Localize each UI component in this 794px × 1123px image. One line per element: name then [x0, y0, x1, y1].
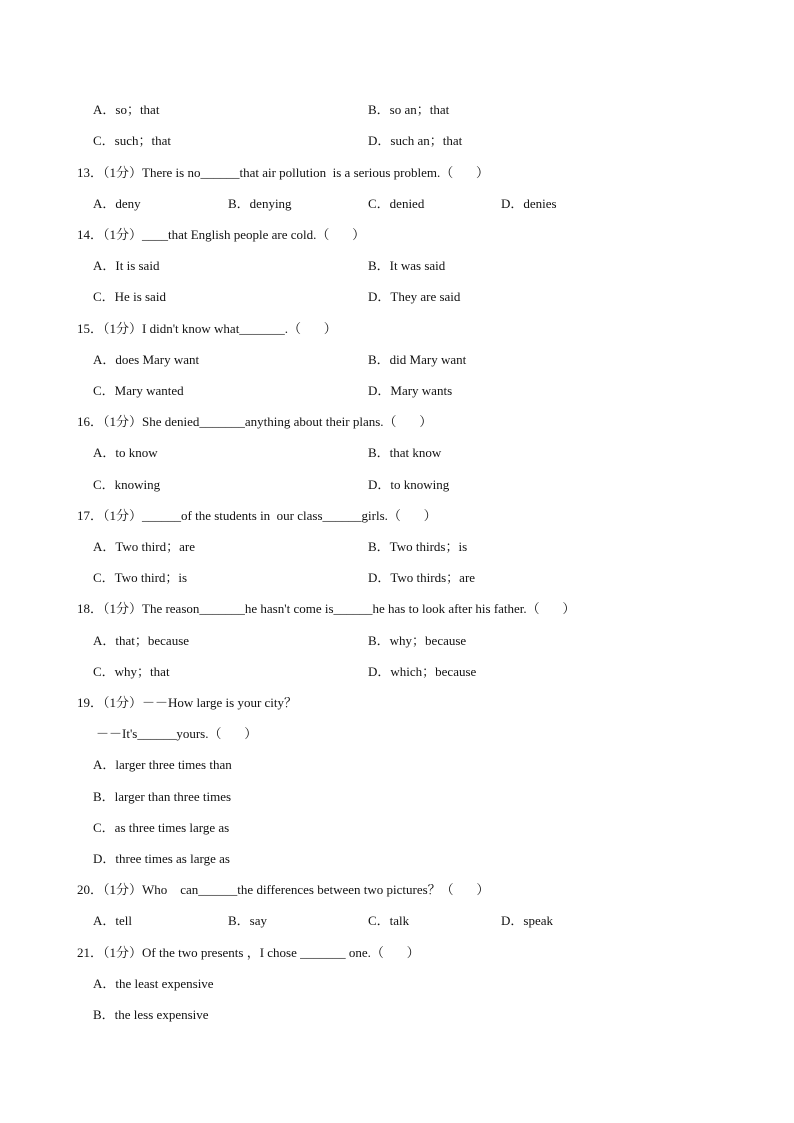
- question-14: 14．（1分）____that English people are cold.（ ）: [77, 227, 366, 242]
- option-a: A．the least expensive: [93, 976, 214, 991]
- option-b: B．the less expensive: [93, 1007, 209, 1022]
- question-20: 20．（1分）Who can______the differences between two pictures？（ ）: [77, 882, 490, 897]
- option-c: C．such；that: [93, 133, 171, 148]
- option-a: A．It is said: [93, 258, 160, 273]
- option-a: A．to know: [93, 445, 158, 460]
- option-b: B．why；because: [368, 633, 467, 648]
- option-a: A．so；that: [93, 102, 160, 117]
- option-d: D．three times as large as: [93, 851, 230, 866]
- option-c: C．He is said: [93, 289, 166, 304]
- option-c: C．Two third；is: [93, 570, 188, 585]
- question-15: 15．（1分）I didn't know what_______.（ ）: [77, 321, 337, 336]
- option-d: D．denies: [501, 196, 557, 211]
- option-b: B．so an；that: [368, 102, 450, 117]
- question-21: 21．（1分）Of the two presents ，I chose _______ one.（ ）: [77, 945, 420, 960]
- question-16: 16．（1分）She denied_______anything about their plans.（ ）: [77, 414, 433, 429]
- option-a: A．that；because: [93, 633, 190, 648]
- option-c: C．Mary wanted: [93, 383, 184, 398]
- option-b: B．denying: [228, 196, 292, 211]
- option-d: D．speak: [501, 913, 553, 928]
- option-c: C．talk: [368, 913, 410, 928]
- question-18: 18．（1分）The reason_______he hasn't come is______he has to look after his father.（ ）: [77, 601, 576, 616]
- option-d: D．to knowing: [368, 477, 450, 492]
- option-a: A．Two third；are: [93, 539, 195, 554]
- option-b: B．say: [228, 913, 268, 928]
- option-b: B．Two thirds；is: [368, 539, 468, 554]
- option-b: B．larger than three times: [93, 789, 232, 804]
- option-a: A．deny: [93, 196, 141, 211]
- question-13: 13．（1分）There is no______that air pollution is a serious problem.（ ）: [77, 165, 489, 180]
- option-c: C．denied: [368, 196, 425, 211]
- option-c: C．as three times large as: [93, 820, 230, 835]
- question-19-response: －－It's______yours.（ ）: [96, 726, 258, 741]
- option-d: D．Mary wants: [368, 383, 453, 398]
- option-d: D．They are said: [368, 289, 461, 304]
- option-d: D．Two thirds；are: [368, 570, 476, 585]
- option-c: C．why；that: [93, 664, 170, 679]
- option-b: B．did Mary want: [368, 352, 467, 367]
- option-b: B．that know: [368, 445, 442, 460]
- option-a: A．tell: [93, 913, 132, 928]
- option-d: D．such an；that: [368, 133, 463, 148]
- option-a: A．larger three times than: [93, 757, 232, 772]
- question-19: 19．（1分）－－How large is your city？: [77, 695, 298, 710]
- option-d: D．which；because: [368, 664, 477, 679]
- option-b: B．It was said: [368, 258, 446, 273]
- option-a: A．does Mary want: [93, 352, 200, 367]
- question-17: 17．（1分）______of the students in our class______girls.（ ）: [77, 508, 437, 523]
- option-c: C．knowing: [93, 477, 161, 492]
